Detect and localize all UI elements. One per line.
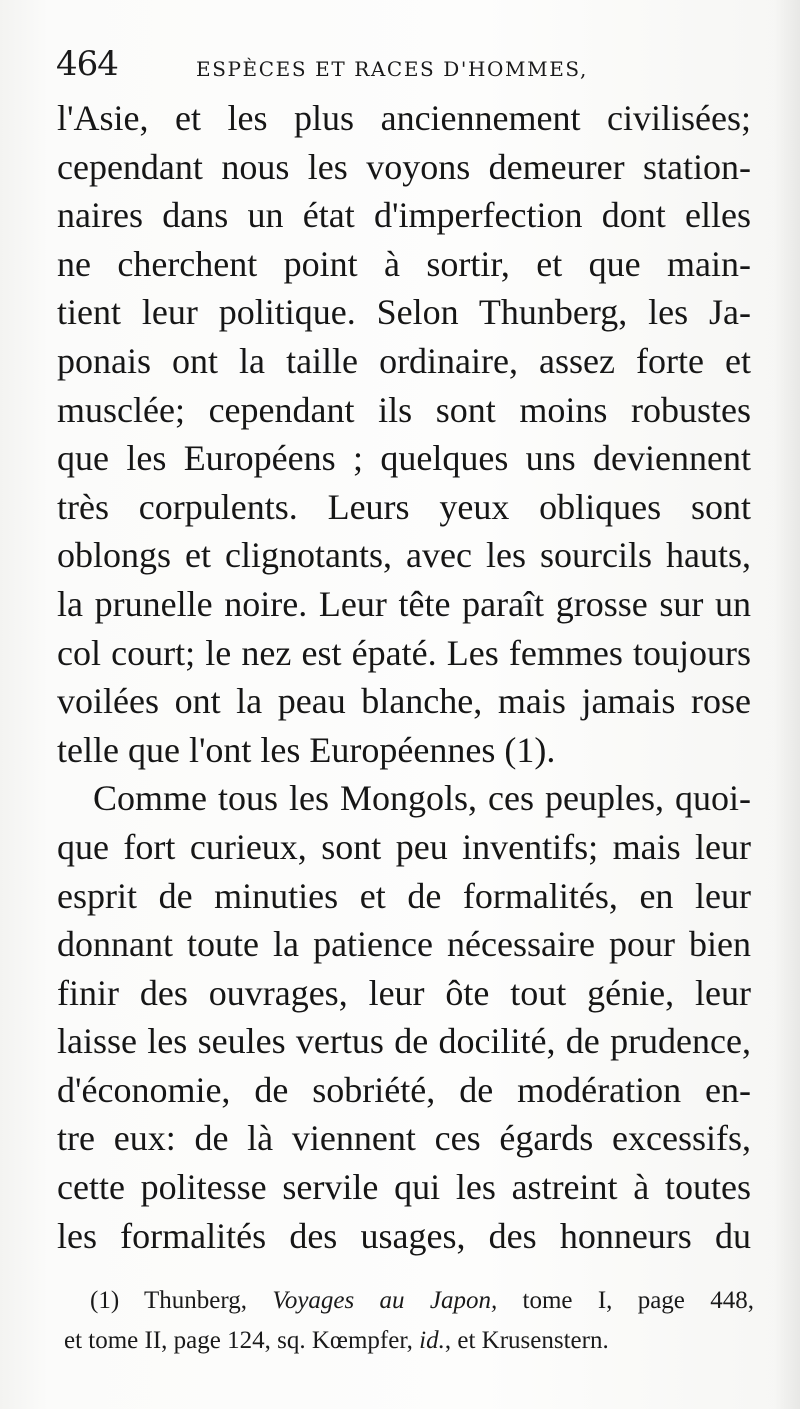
text-line: col court; le nez est épaté. Les femmes toujours — [57, 632, 751, 673]
text-line: esprit de minuties et de formalités, en leur — [57, 875, 751, 916]
text-line: ponais ont la taille ordinaire, assez forte et — [57, 340, 751, 381]
footnote-marker: (1) — [90, 1287, 120, 1314]
text-line: laisse les seules vertus de docilité, de prudence, — [57, 1021, 751, 1062]
text-line: naires dans un état d'imperfection dont elles — [57, 195, 751, 236]
footnote-reference: tome I, page 448, — [522, 1287, 754, 1314]
text-line: d'économie, de sobriété, de modération en- — [57, 1069, 751, 1110]
text-line: cependant nous les voyons demeurer station- — [57, 146, 751, 187]
text-line: finir des ouvrages, leur ôte tout génie, leur — [57, 972, 751, 1013]
text-line: donnant toute la patience nécessaire pour bien — [57, 924, 751, 965]
footnote-work-title: Voyages au Japon, — [272, 1287, 498, 1314]
text-line: la prunelle noire. Leur tête paraît grosse sur un — [57, 583, 751, 624]
text-line: voilées ont la peau blanche, mais jamais rose — [57, 681, 751, 722]
text-line: cette politesse servile qui les astreint à toutes — [57, 1167, 751, 1208]
paragraph-first-line: Comme tous les Mongols, ces peuples, quoi- — [93, 778, 751, 819]
footnote-line — [64, 1321, 754, 1361]
page-number: 464 — [56, 44, 118, 84]
text-line: les formalités des usages, des honneurs du — [57, 1215, 751, 1256]
text-line: très corpulents. Leurs yeux obliques sont — [57, 486, 751, 527]
footnote-continuation: et tome II, page 124, sq. Kœmpfer, — [64, 1327, 413, 1354]
text-line: ne cherchent point à sortir, et que main- — [57, 243, 751, 284]
text-line: oblongs et clignotants, avec les sourcils hauts, — [57, 535, 751, 576]
footnote — [64, 1281, 754, 1361]
text-line: tre eux: de là viennent ces égards excessifs, — [57, 1118, 751, 1159]
paragraph-end-line: telle que l'ont les Européennes (1). — [57, 729, 556, 770]
page-edge-shadow — [774, 0, 800, 1409]
text-line: que fort curieux, sont peu inventifs; mais leur — [57, 826, 751, 867]
running-head: ESPÈCES ET RACES D'HOMMES, — [196, 57, 588, 81]
footnote-end: , et Krusenstern. — [444, 1327, 609, 1354]
footnote-author: Thunberg, — [144, 1287, 248, 1314]
text-line: tient leur politique. Selon Thunberg, les Ja- — [57, 292, 751, 333]
page-header — [56, 44, 756, 96]
body-text — [57, 94, 751, 1260]
text-line: que les Européens ; quelques uns deviennent — [57, 438, 751, 479]
text-line: l'Asie, et les plus anciennement civilisées; — [57, 98, 751, 138]
text-line: musclée; cependant ils sont moins robustes — [57, 389, 751, 430]
footnote-idem: id. — [419, 1327, 445, 1354]
footnote-line — [64, 1281, 754, 1321]
